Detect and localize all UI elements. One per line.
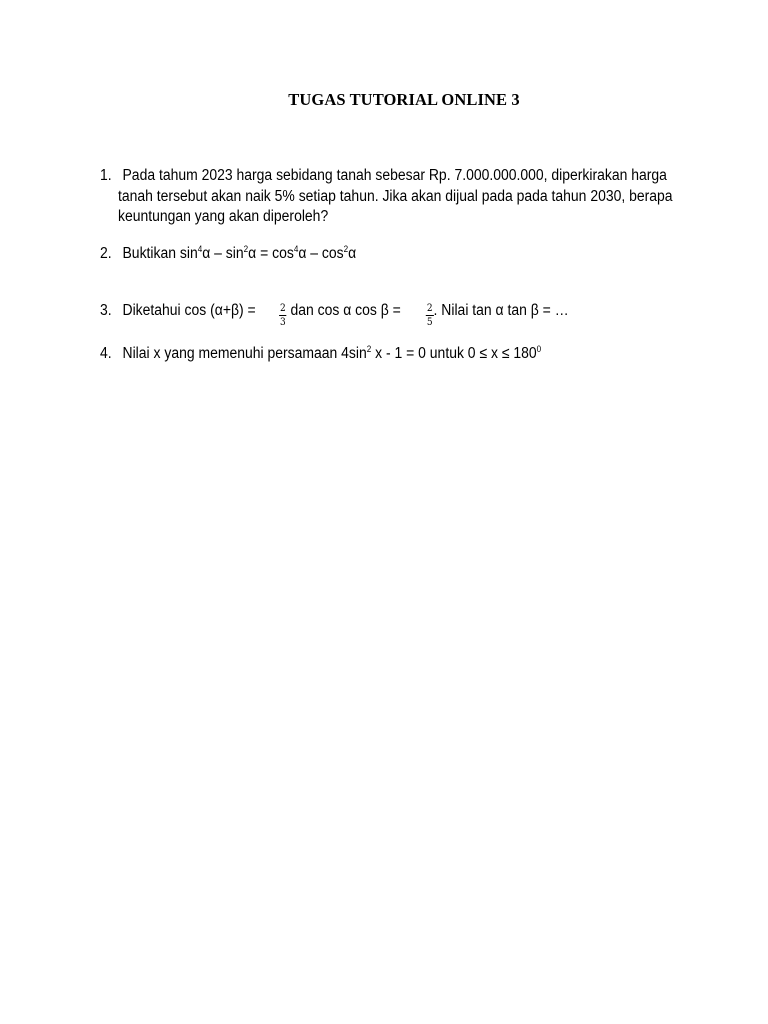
question-4-text [123, 345, 542, 362]
question-1-text-line-2: tanah tersebut akan naik 5% setiap tahun. Jika akan dijual pada pada tahun 2030, berapa [118, 187, 673, 205]
fraction-denominator: 3 [279, 317, 286, 328]
question-number: 3. [100, 302, 112, 319]
question-4 [100, 344, 541, 365]
fraction-numerator: 2 [426, 303, 433, 314]
exponent: 4 [197, 244, 203, 254]
text-segment: α = cos [248, 245, 294, 262]
fraction-two-fifths [426, 303, 434, 328]
text-segment: . Nilai tan α tan β = … [433, 302, 569, 319]
question-1-text-line-1: Pada tahum 2023 harga sebidang tanah sebesar Rp. 7.000.000.000, diperkirakan harga [122, 167, 667, 184]
text-segment: dan cos α cos β = [286, 302, 401, 319]
question-2 [100, 244, 356, 265]
exponent: 2 [343, 244, 349, 254]
question-3 [100, 301, 569, 328]
exponent: 2 [243, 244, 249, 254]
text-segment: Buktikan sin [122, 245, 198, 262]
question-number: 4. [100, 345, 112, 362]
document-title: TUGAS TUTORIAL ONLINE 3 [288, 90, 520, 109]
question-number: 2. [100, 245, 112, 262]
exponent: 0 [536, 344, 542, 354]
question-1 [100, 166, 673, 228]
text-segment: α – sin [202, 245, 244, 262]
exponent: 4 [293, 244, 299, 254]
fraction-numerator: 2 [279, 303, 286, 314]
exponent: 2 [366, 344, 372, 354]
question-number: 1. [100, 167, 112, 184]
text-segment: x - 1 = 0 untuk 0 ≤ x ≤ 180 [371, 345, 537, 362]
question-2-text [123, 245, 357, 262]
fraction-denominator: 5 [426, 317, 433, 328]
text-segment: α [348, 245, 357, 262]
text-segment: α – cos [298, 245, 344, 262]
text-segment: Diketahui cos (α+β) = [122, 302, 256, 319]
question-1-text-line-3: keuntungan yang akan diperoleh? [118, 208, 329, 225]
question-1-line-1 [100, 166, 673, 187]
question-3-text [122, 302, 569, 328]
text-segment: Nilai x yang memenuhi persamaan 4sin [122, 345, 367, 362]
